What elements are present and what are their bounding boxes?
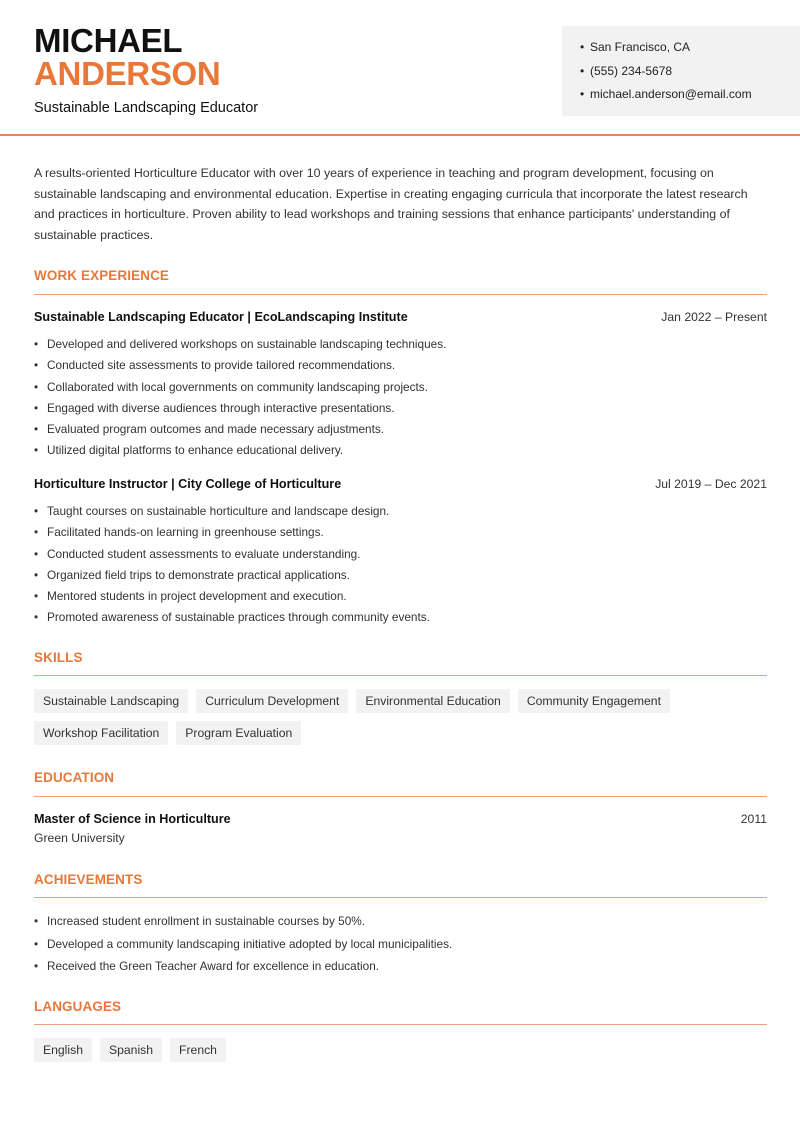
graduation-year: 2011	[740, 812, 767, 826]
job-bullets	[34, 336, 767, 464]
achievement-bullets	[34, 913, 767, 981]
list-item: • Mentored students in project development and execution.	[34, 588, 767, 609]
section-title-languages: LANGUAGES	[34, 999, 122, 1014]
list-item: • Increased student enrollment in sustainable courses by 50%.	[34, 913, 767, 936]
list-item: • Facilitated hands-on learning in greenhouse settings.	[34, 524, 767, 545]
job-dates: Jul 2019 – Dec 2021	[655, 477, 767, 491]
contact-phone: • (555) 234-5678	[580, 63, 673, 78]
languages-list	[34, 1038, 774, 1062]
job-header	[34, 310, 767, 324]
list-item: • Received the Green Teacher Award for excellence in education.	[34, 958, 767, 981]
job-role: Horticulture Instructor | City College of Horticulture	[34, 477, 342, 491]
section-divider	[34, 897, 767, 898]
job-role: Sustainable Landscaping Educator | EcoLandscaping Institute	[34, 310, 408, 324]
list-item: • Organized field trips to demonstrate practical applications.	[34, 567, 767, 588]
section-divider	[34, 1024, 767, 1025]
first-name: MICHAEL	[34, 22, 183, 59]
list-item: • Conducted site assessments to provide tailored recommendations.	[34, 357, 767, 378]
list-item: • Developed a community landscaping initiative adopted by local municipalities.	[34, 936, 767, 959]
education-header	[34, 812, 767, 826]
section-divider	[34, 796, 767, 797]
contact-box	[562, 26, 800, 116]
list-item: • Taught courses on sustainable horticulture and landscape design.	[34, 503, 767, 524]
skill-chip: Program Evaluation	[176, 721, 301, 745]
last-name: ANDERSON	[34, 55, 221, 92]
degree: Master of Science in Horticulture	[34, 812, 231, 826]
school-name: Green University	[34, 831, 125, 845]
summary-paragraph: A results-oriented Horticulture Educator with over 10 years of experience in teaching and program development, focusing on sustainable landscaping and environmental education. Expertise in creating engaging curricula that incorporate the latest research and practices in horticulture. Proven ability to lead workshops and training sessions that enhance participants' understanding of sustainable practices.	[34, 166, 748, 242]
job-title: Sustainable Landscaping Educator	[34, 100, 259, 116]
section-divider	[34, 294, 767, 295]
bullet-icon: •	[580, 40, 585, 54]
contact-email: • michael.anderson@email.com	[580, 87, 752, 101]
candidate-name	[34, 24, 220, 90]
job-header	[34, 477, 767, 491]
list-item: • Conducted student assessments to evaluate understanding.	[34, 546, 767, 567]
list-item: • Utilized digital platforms to enhance educational delivery.	[34, 442, 767, 463]
skills-list	[34, 689, 774, 745]
contact-location: • San Francisco, CA	[580, 40, 691, 54]
skill-chip: Workshop Facilitation	[34, 721, 168, 745]
list-item: • Developed and delivered workshops on sustainable landscaping techniques.	[34, 336, 767, 357]
language-chip: English	[34, 1038, 92, 1062]
section-title-skills: SKILLS	[34, 650, 83, 665]
resume-header	[0, 0, 800, 136]
skill-chip: Environmental Education	[356, 689, 510, 713]
list-item: • Promoted awareness of sustainable practices through community events.	[34, 609, 767, 630]
list-item: • Collaborated with local governments on community landscaping projects.	[34, 379, 767, 400]
section-title-achievements: ACHIEVEMENTS	[34, 872, 143, 887]
language-chip: Spanish	[100, 1038, 162, 1062]
job-dates: Jan 2022 – Present	[661, 310, 767, 324]
bullet-icon: •	[580, 87, 585, 101]
list-item: • Engaged with diverse audiences through interactive presentations.	[34, 400, 767, 421]
job-bullets	[34, 503, 767, 631]
section-title-work: WORK EXPERIENCE	[34, 268, 170, 283]
section-divider	[34, 675, 767, 676]
skill-chip: Community Engagement	[518, 689, 670, 713]
list-item: • Evaluated program outcomes and made necessary adjustments.	[34, 421, 767, 442]
skill-chip: Sustainable Landscaping	[34, 689, 188, 713]
skill-chip: Curriculum Development	[196, 689, 348, 713]
section-title-education: EDUCATION	[34, 770, 115, 785]
language-chip: French	[170, 1038, 226, 1062]
bullet-icon: •	[580, 63, 585, 78]
